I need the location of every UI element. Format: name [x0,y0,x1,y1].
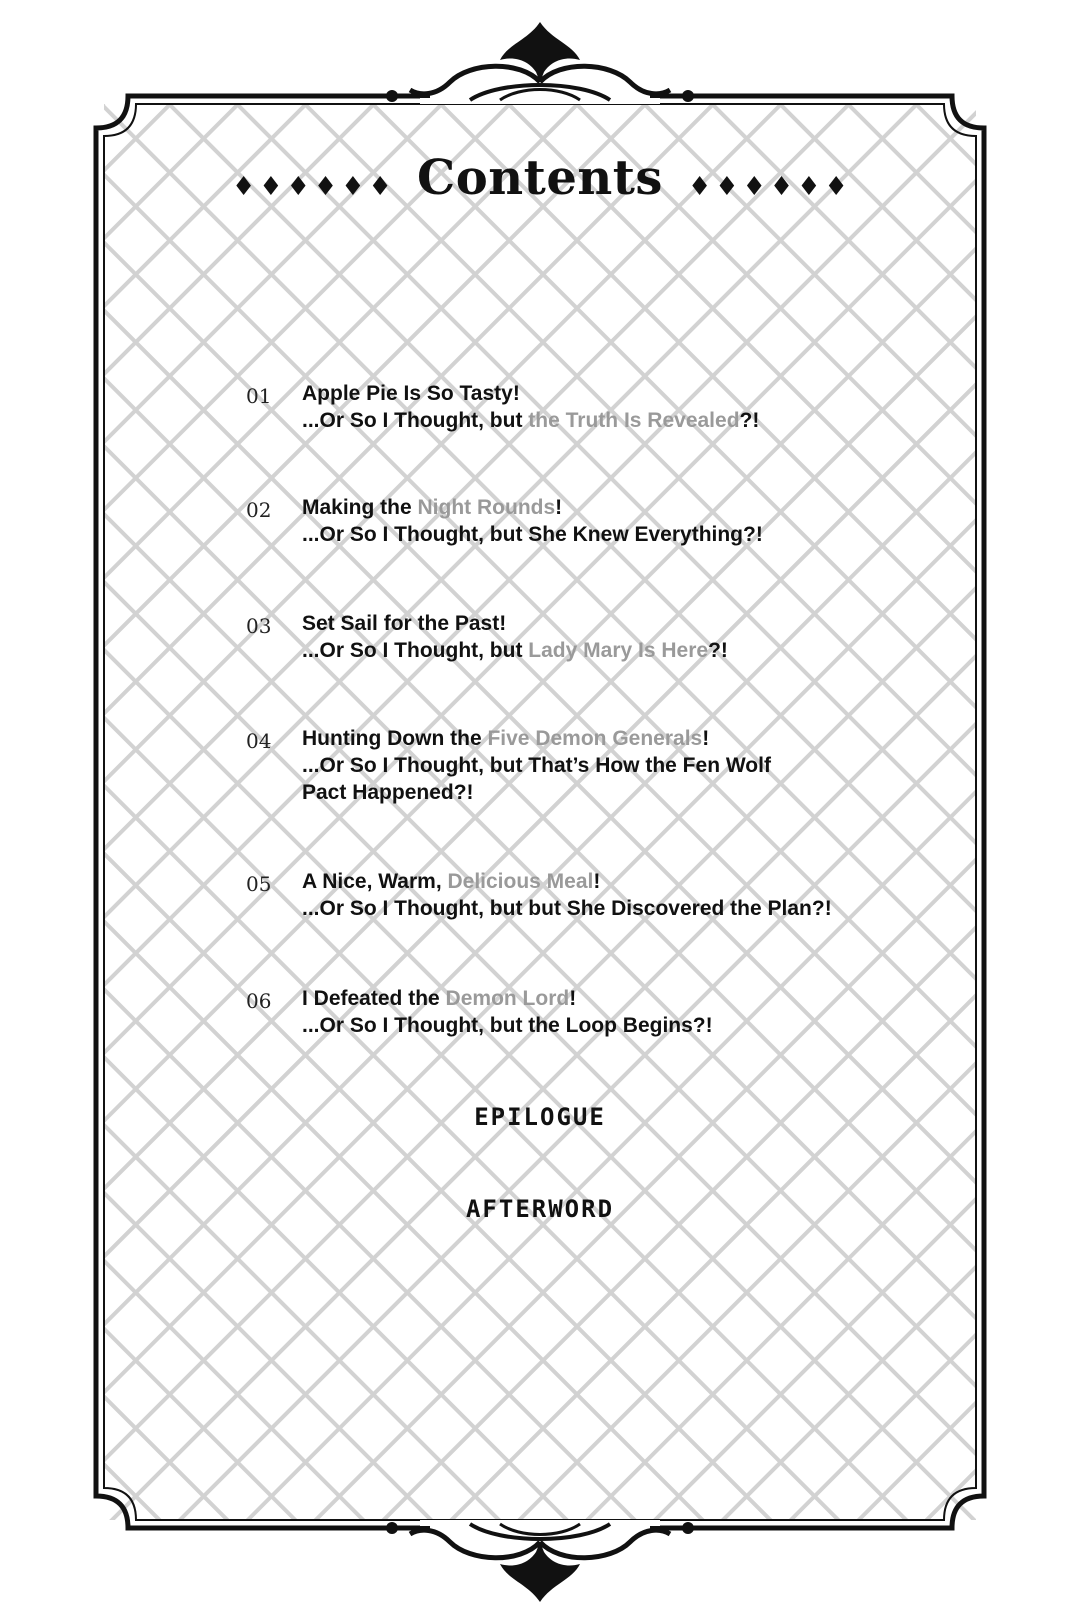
text-run: ?! [739,409,760,432]
bottom-ornament [386,1520,694,1602]
highlighted-text: Delicious Meal [447,870,594,893]
chapter-number: 02 [246,498,272,522]
chapter-number: 05 [246,872,272,896]
text-run: A Nice, Warm, [302,870,448,893]
chapter-number: 03 [246,614,272,638]
chapter-title-line [302,985,882,1012]
afterword-link[interactable]: AFTERWORD [465,1195,615,1223]
text-run: ...Or So I Thought, but [302,639,529,662]
text-run: ! [702,727,710,750]
highlighted-text: the Truth Is Revealed [528,409,740,432]
text-run: Hunting Down the [302,727,488,750]
text-run: ! [555,496,563,519]
text-run: ! [593,870,601,893]
chapter-title-line [302,725,882,752]
text-run: ...Or So I Thought, but That’s How the Fen Wolf [302,754,771,777]
chapter-number: 01 [246,384,272,408]
chapter-title-line [302,610,882,637]
chapter-title-line [302,380,882,407]
text-run: Making the [302,496,418,519]
text-run: I Defeated the [302,987,446,1010]
text-run: ...Or So I Thought, but but She Discovered the Plan?! [302,897,832,920]
text-run: Apple Pie Is So Tasty! [302,382,520,405]
text-run: ! [569,987,577,1010]
epilogue-link[interactable]: EPILOGUE [474,1103,606,1131]
chapter-number: 06 [246,989,272,1013]
chapter-subtitle-line [302,637,882,664]
highlighted-text: Lady Mary Is Here [528,639,709,662]
chapter-title-line [302,494,882,521]
chapter-title-line [302,868,882,895]
chapter-subtitle-line [302,1012,882,1039]
text-run: ...Or So I Thought, but [302,409,529,432]
chapter-subtitle-line [302,752,882,779]
highlighted-text: Five Demon Generals [487,727,703,750]
text-run: ...Or So I Thought, but the Loop Begins?! [302,1014,713,1037]
chapter-subtitle-line-continued [302,779,882,806]
contents-header [0,150,1080,230]
top-ornament [386,22,694,104]
chapter-subtitle-line [302,407,882,434]
diamond-ornament-left: ♦♦♦♦♦♦ [232,172,396,202]
diamond-ornament-right: ♦♦♦♦♦♦ [688,172,852,202]
chapter-subtitle-line [302,521,882,548]
lattice-background [104,104,976,1520]
highlighted-text: Night Rounds [417,496,556,519]
text-run: Set Sail for the Past! [302,612,507,635]
chapter-number: 04 [246,729,272,753]
page-title: Contents [417,150,663,206]
text-run: Pact Happened?! [302,781,474,804]
text-run: ...Or So I Thought, but She Knew Everything?! [302,523,763,546]
chapter-subtitle-line [302,895,882,922]
highlighted-text: Demon Lord [445,987,570,1010]
text-run: ?! [708,639,728,662]
